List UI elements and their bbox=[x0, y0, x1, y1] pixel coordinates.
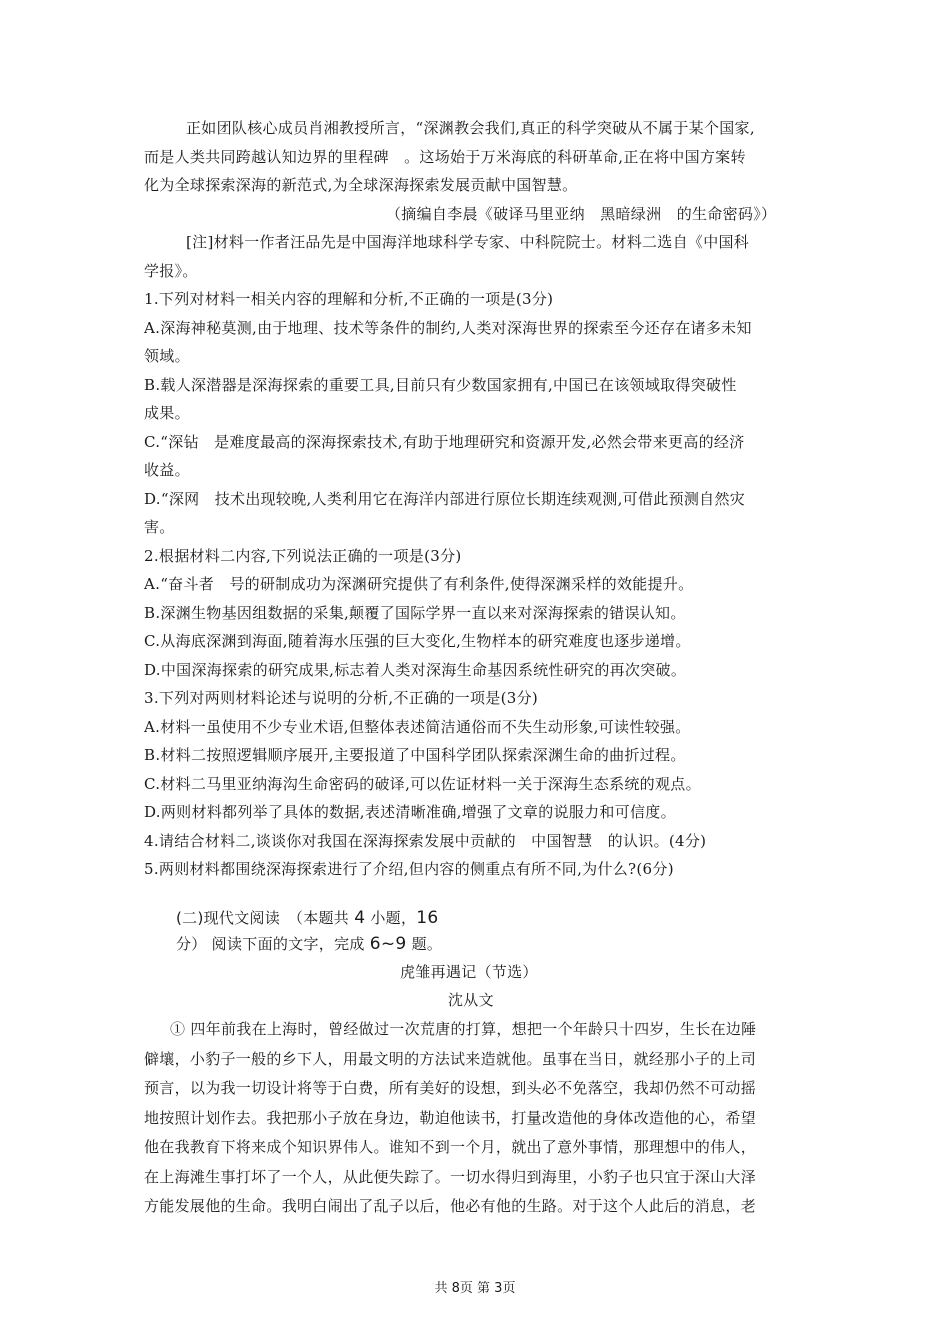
story-line: 在上海滩生事打坏了一个人，从此便失踪了。一切水得归到海里，小豹子也只宜于深山大泽 bbox=[144, 1168, 757, 1186]
question-line: 5.两则材料都围绕深海探索进行了介绍,但内容的侧重点有所不同,为什么?(6分) bbox=[144, 860, 674, 878]
section-heading bbox=[176, 908, 439, 928]
question-option: A.“奋斗者 号的研制成功为深渊研究提供了有利条件,使得深渊采样的效能提升。 bbox=[144, 575, 694, 593]
question-option: D.“深网 技术出现较晚,人类利用它在海洋内部进行原位长期连续观测,可借此预测自然灾 bbox=[144, 490, 746, 508]
question-line: 4.请结合材料二,谈谈你对我国在深海探索发展中贡献的 中国智慧 的认识。(4分) bbox=[144, 832, 707, 850]
story-line: 预言，以为我一切设计将等于白费，所有美好的设想，到头必不免落空，我却仍然不可动摇 bbox=[144, 1079, 757, 1097]
question-line: 1.下列对材料一相关内容的理解和分析,不正确的一项是(3分) bbox=[144, 290, 554, 308]
story-title: 虎雏再遇记（节选） bbox=[400, 963, 538, 981]
question-option: C.从海底深渊到海面,随着海水压强的巨大变化,生物样本的研究难度也逐步递增。 bbox=[144, 632, 691, 650]
section-instruction bbox=[176, 934, 442, 954]
section-instruction-text: 分） 阅读下面的文字，完成 bbox=[176, 935, 370, 953]
story-line: 他在我教育下将来成个知识界伟人。谁知不到一个月，就出了意外事情，那理想中的伟人， bbox=[144, 1138, 757, 1156]
question-range: 6~9 bbox=[369, 934, 407, 954]
story-line: 地按照计划作去。我把那小子放在身边，勒迫他读书，打量改造他的身体改造他的心，希望 bbox=[144, 1109, 757, 1127]
question-option: D.两则材料都列举了具体的数据,表述清晰准确,增强了文章的说服力和可信度。 bbox=[144, 803, 676, 821]
section-instruction-text: 题。 bbox=[406, 935, 443, 953]
question-option: 害。 bbox=[144, 518, 175, 536]
note-line: [注]材料一作者汪品先是中国海洋地球科学专家、中科院院士。材料二选自《中国科 bbox=[186, 233, 750, 251]
story-author: 沈从文 bbox=[448, 991, 494, 1009]
question-option: B.深渊生物基因组数据的采集,颠覆了国际学界一直以来对深海探索的错误认知。 bbox=[144, 604, 686, 622]
question-option: C.“深钻 是难度最高的深海探索技术,有助于地理研究和资源开发,必然会带来更高的经济 bbox=[144, 433, 745, 451]
score-total: 16 bbox=[416, 908, 439, 928]
story-line: 僻壤，小豹子一般的乡下人，用最文明的方法试来造就他。虽事在当日，就经那小子的上司 bbox=[144, 1050, 757, 1068]
story-line: ① 四年前我在上海时，曾经做过一次荒唐的打算，想把一个年龄只十四岁，生长在边陲 bbox=[170, 1020, 757, 1038]
question-option: 收益。 bbox=[144, 461, 190, 479]
question-option: D.中国深海探索的研究成果,标志着人类对深海生命基因系统性研究的再次突破。 bbox=[144, 661, 687, 679]
note-line: 学报》。 bbox=[144, 262, 198, 280]
section-heading-text: 小题， bbox=[365, 909, 417, 927]
section-heading-text: (二)现代文阅读 （本题共 bbox=[176, 909, 355, 927]
question-option: B.材料二按照逻辑顺序展开,主要报道了中国科学团队探索深渊生命的曲折过程。 bbox=[144, 746, 686, 764]
paragraph-line: 化为全球探索深海的新范式,为全球深海探索发展贡献中国智慧。 bbox=[144, 176, 578, 194]
source-citation: （摘编自李晨《破译马里亚纳 黑暗绿洲 的生命密码》） bbox=[386, 205, 777, 223]
paragraph-line: 正如团队核心成员肖湘教授所言，“深渊教会我们,真正的科学突破从不属于某个国家, bbox=[186, 119, 755, 137]
question-line: 3.下列对两则材料论述与说明的分析,不正确的一项是(3分) bbox=[144, 689, 539, 707]
question-count: 4 bbox=[354, 908, 366, 928]
question-option: 领域。 bbox=[144, 347, 190, 365]
question-option: 成果。 bbox=[144, 404, 190, 422]
story-line: 方能发展他的生命。我明白闹出了乱子以后，他必有他的生路。对于这个人此后的消息，老 bbox=[144, 1197, 757, 1215]
question-option: A.材料一虽使用不少专业术语,但整体表述简洁通俗而不失生动形象,可读性较强。 bbox=[144, 718, 691, 736]
paragraph-line: 而是人类共同跨越认知边界的里程碑 。这场始于万米海底的科研革命,正在将中国方案转 bbox=[144, 148, 746, 166]
question-option: A.深海神秘莫测,由于地理、技术等条件的制约,人类对深海世界的探索至今还存在诸多未知 bbox=[144, 319, 752, 337]
question-option: B.载人深潜器是深海探索的重要工具,目前只有少数国家拥有,中国已在该领域取得突破性 bbox=[144, 376, 737, 394]
page-footer: 共 8页 第 3页 bbox=[434, 1281, 516, 1296]
question-line: 2.根据材料二内容,下列说法正确的一项是(3分) bbox=[144, 547, 462, 565]
question-option: C.材料二马里亚纳海沟生命密码的破译,可以佐证材料一关于深海生态系统的观点。 bbox=[144, 775, 701, 793]
